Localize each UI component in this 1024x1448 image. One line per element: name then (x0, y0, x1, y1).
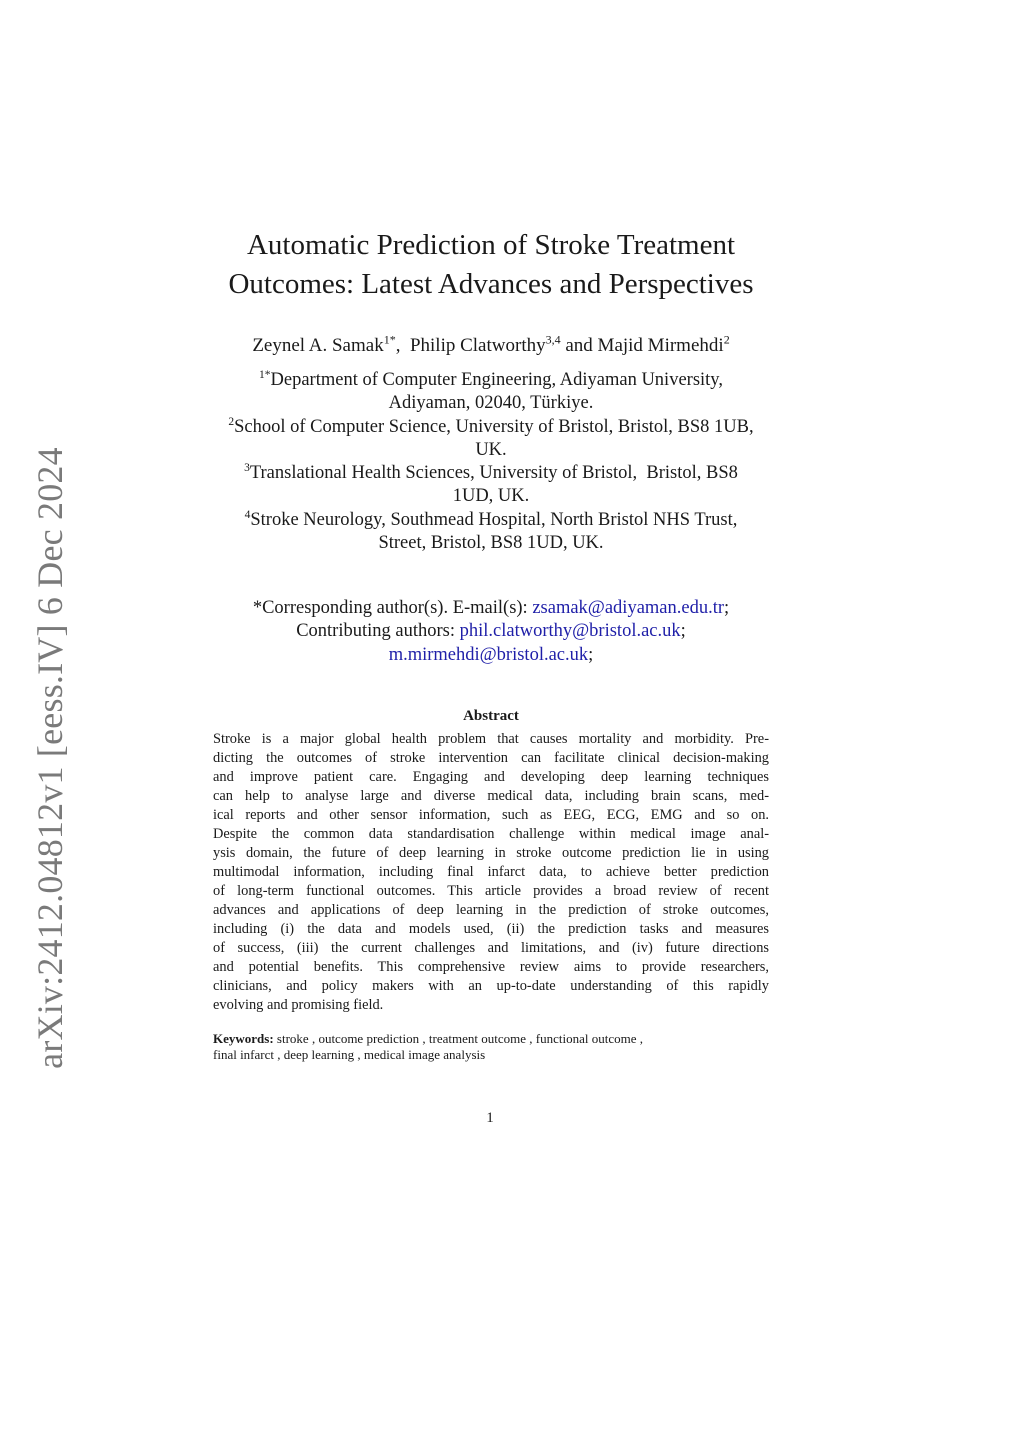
affiliation-text: Translational Health Sciences, University of Bristol, Bristol, BS8 (249, 463, 738, 484)
email-separator: ; (724, 598, 730, 618)
corresponding-author-line (180, 597, 802, 620)
title-line-2: Outcomes: Latest Advances and Perspectives (228, 268, 754, 300)
affiliation-mark: 3 (244, 462, 250, 475)
arxiv-identifier-stamp: arXiv:2412.04812v1 [eess.IV] 6 Dec 2024 (30, 447, 70, 1069)
keywords-block (213, 1031, 769, 1063)
abstract-line: of long-term functional outcomes. This article provides a broad review of recent (213, 883, 769, 899)
affiliation-line (180, 509, 802, 532)
corresponding-label: *Corresponding author(s). E-mail(s): (252, 598, 533, 618)
abstract-line: multimodal information, including final infarct data, to achieve better prediction (213, 864, 769, 880)
affiliation-text: School of Computer Science, University of Bristol, Bristol, BS8 1UB, (234, 416, 754, 437)
abstract-line: and potential benefits. This comprehensive review aims to provide researchers, (213, 959, 769, 975)
author-affiliation-mark: 1* (383, 332, 396, 347)
author-affiliation-mark: 3,4 (545, 332, 561, 347)
abstract-line: Despite the common data standardisation challenge within medical image anal- (213, 826, 769, 842)
contributing-authors-line (180, 620, 802, 643)
contributing-email-link[interactable]: phil.clatworthy@bristol.ac.uk (459, 621, 681, 642)
affiliation-list (180, 369, 802, 555)
abstract-body (213, 730, 769, 1015)
abstract-line: advances and applications of deep learning in the prediction of stroke outcomes, (213, 902, 769, 918)
abstract-line: dicting the outcomes of stroke intervention can facilitate clinical decision-making (213, 750, 769, 766)
affiliation-line (180, 462, 802, 485)
abstract-line: ical reports and other sensor information, such as EEG, ECG, EMG and so on. (213, 807, 769, 823)
abstract-line: clinicians, and policy makers with an up-to-date understanding of this rapidly (213, 978, 769, 994)
author-name: Philip Clatworthy (409, 335, 546, 356)
paper-title (200, 226, 782, 304)
affiliation-text: Stroke Neurology, Southmead Hospital, North Bristol NHS Trust, (250, 509, 738, 530)
keywords-text: stroke , outcome prediction , treatment outcome , functional outcome , (273, 1031, 643, 1046)
affiliation-line: UK. (475, 439, 507, 460)
affiliation-text: Department of Computer Engineering, Adiyaman University, (270, 370, 723, 390)
email-separator: ; (680, 621, 686, 642)
page-number: 1 (486, 1110, 494, 1126)
corresponding-email-link[interactable]: zsamak@adiyaman.edu.tr (532, 598, 725, 618)
affiliation-line (180, 416, 802, 439)
abstract-line: including (i) the data and models used, (ii) the prediction tasks and measures (213, 921, 769, 937)
abstract-line: evolving and promising field. (213, 997, 384, 1013)
abstract-line: ysis domain, the future of deep learning in stroke outcome prediction lie in using (213, 845, 769, 861)
keywords-line: final infarct , deep learning , medical image analysis (213, 1047, 486, 1062)
author-affiliation-mark: 2 (723, 332, 730, 347)
keywords-line (213, 1031, 769, 1047)
author-list (180, 333, 802, 359)
correspondence-block (180, 597, 802, 667)
abstract-line: can help to analyse large and diverse medical data, including brain scans, med- (213, 788, 769, 804)
affiliation-mark: 1* (259, 368, 271, 381)
affiliation-line (180, 369, 802, 392)
affiliation-line: Adiyaman, 02040, Türkiye. (388, 393, 594, 414)
contributing-email-link[interactable]: m.mirmehdi@bristol.ac.uk (388, 644, 589, 665)
abstract-line: of success, (iii) the current challenges and limitations, and (iv) future directions (213, 940, 769, 956)
abstract-line: Stroke is a major global health problem that causes mortality and morbidity. Pre- (213, 731, 769, 747)
contributing-label: Contributing authors: (296, 621, 460, 642)
abstract-line: and improve patient care. Engaging and developing deep learning techniques (213, 769, 769, 785)
author-separator: , (395, 335, 410, 356)
email-separator: ; (588, 644, 594, 665)
affiliation-mark: 4 (244, 508, 251, 521)
abstract-heading: Abstract (463, 708, 519, 724)
title-line-1: Automatic Prediction of Stroke Treatment (246, 229, 736, 261)
affiliation-mark: 2 (228, 415, 235, 428)
author-separator: and (560, 335, 598, 356)
author-name: Zeynel A. Samak (252, 335, 384, 356)
contributing-authors-line-2 (180, 644, 802, 667)
keywords-label: Keywords: (213, 1031, 274, 1046)
author-name: Majid Mirmehdi (597, 335, 724, 356)
affiliation-line: 1UD, UK. (452, 486, 530, 507)
affiliation-line: Street, Bristol, BS8 1UD, UK. (378, 533, 604, 554)
